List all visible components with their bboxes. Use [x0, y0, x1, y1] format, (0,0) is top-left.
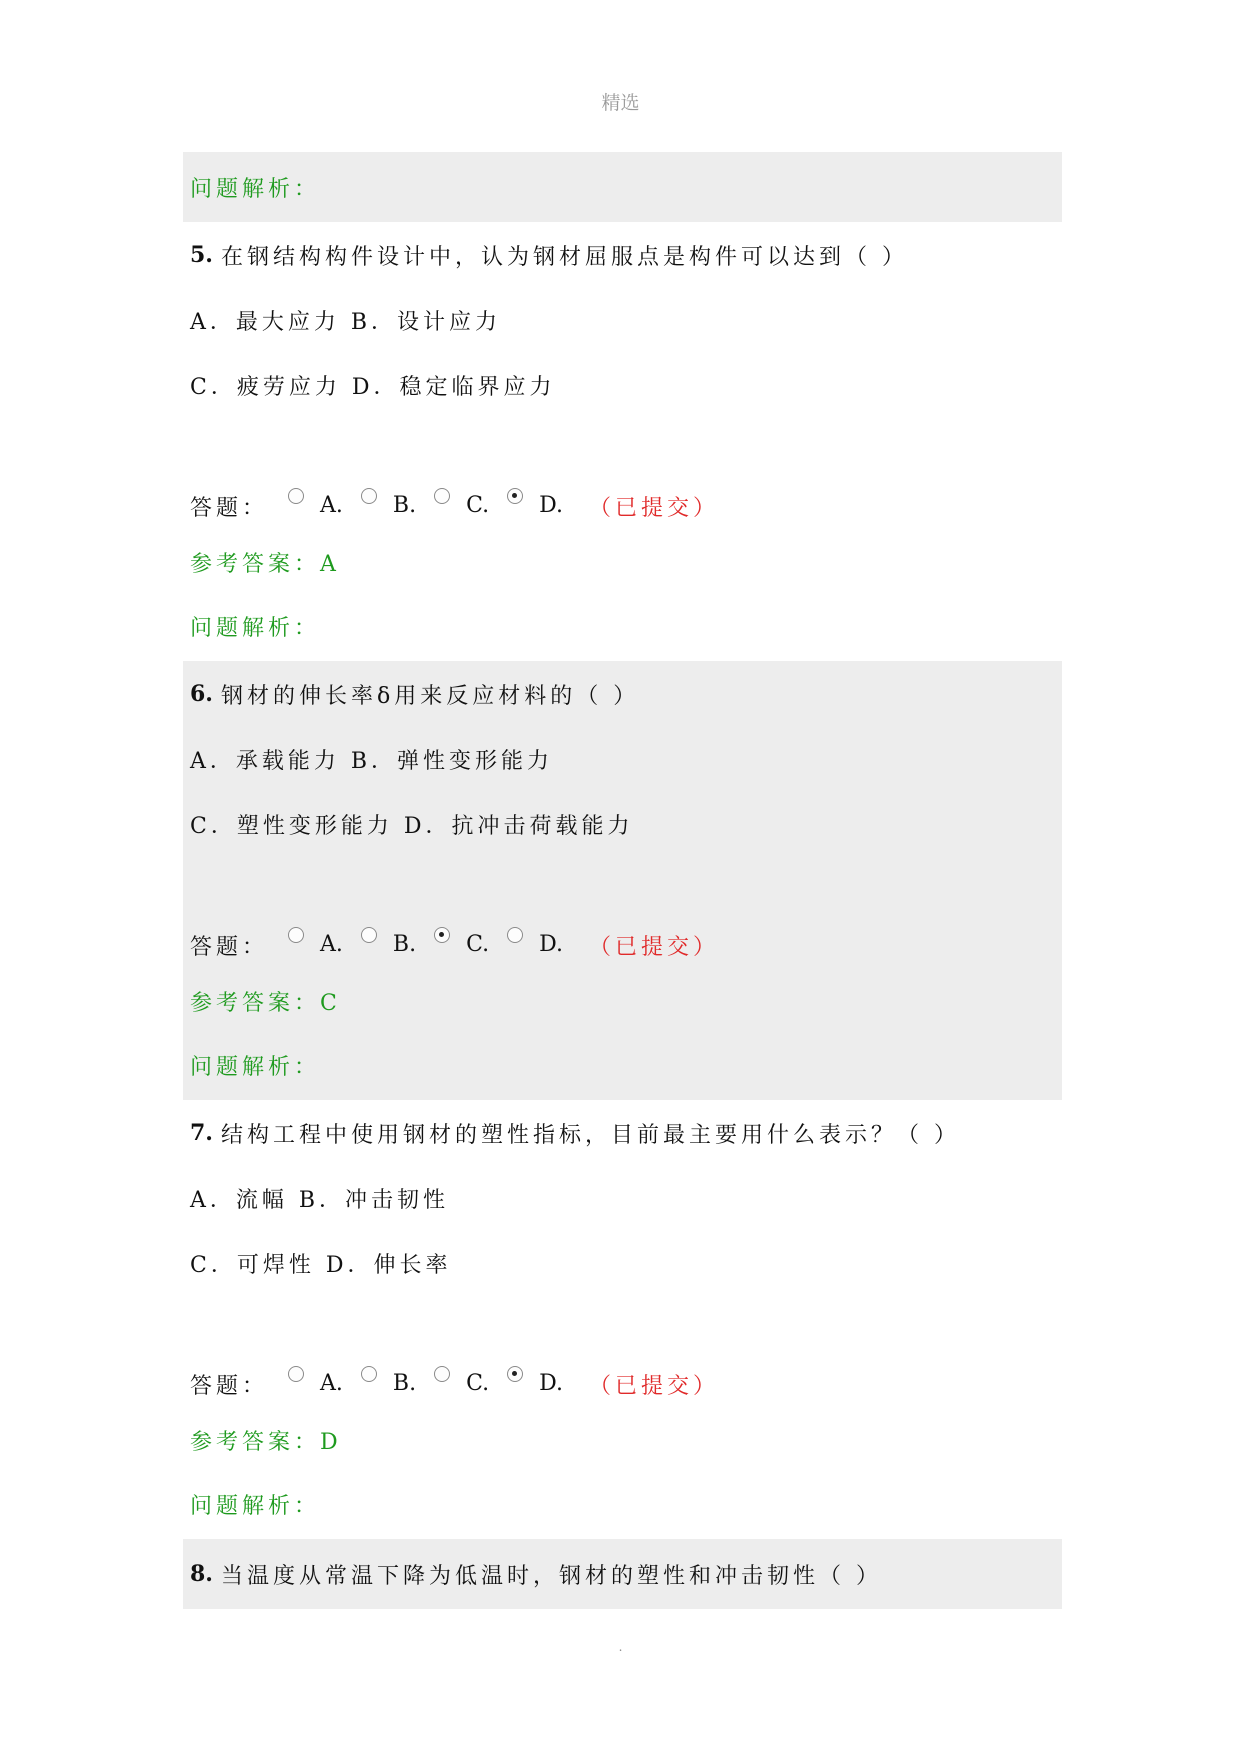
analysis-label: 问题解析：: [190, 1494, 321, 1519]
radio-a[interactable]: [288, 927, 304, 943]
radio-d-selected[interactable]: [507, 488, 523, 504]
options-line-2: C．可焊性 D．伸长率: [190, 1252, 452, 1278]
question-text: 钢材的伸长率δ用来反应材料的（ ）: [220, 683, 640, 709]
question-stem: [183, 1100, 1062, 1166]
choice-d[interactable]: D.: [507, 488, 563, 522]
radio-a[interactable]: [288, 1366, 304, 1382]
choice-c[interactable]: C.: [434, 1366, 489, 1400]
answer-label: 答题：: [190, 496, 269, 521]
options-line-1: A．最大应力 B．设计应力: [190, 309, 502, 335]
radio-c[interactable]: [434, 488, 450, 504]
analysis-label: 问题解析：: [190, 616, 321, 641]
radio-d[interactable]: [507, 927, 523, 943]
radio-b[interactable]: [361, 1366, 377, 1382]
radio-b[interactable]: [361, 927, 377, 943]
radio-a[interactable]: [288, 488, 304, 504]
submitted-status: （已提交）: [588, 496, 719, 521]
reference-answer: 参考答案：A: [190, 551, 340, 577]
submitted-status: （已提交）: [588, 1374, 719, 1399]
radio-b[interactable]: [361, 488, 377, 504]
radio-c-selected[interactable]: [434, 927, 450, 943]
page-header: 精选: [601, 92, 640, 114]
reference-answer: 参考答案：D: [190, 1429, 342, 1455]
answer-row: [183, 418, 1062, 532]
page-footer: .: [618, 1640, 623, 1654]
options-line-1: A．流幅 B．冲击韧性: [190, 1187, 450, 1213]
question-text: 当温度从常温下降为低温时，钢材的塑性和冲击韧性（ ）: [220, 1563, 882, 1589]
choice-d[interactable]: D.: [507, 1366, 563, 1400]
options-line-2: C．塑性变形能力 D．抗冲击荷载能力: [190, 813, 634, 839]
question-block-6: [183, 661, 1062, 1100]
answer-label: 答题：: [190, 935, 269, 960]
question-block-8: [183, 1539, 1062, 1609]
question-block-5: [183, 222, 1062, 661]
analysis-label: 问题解析：: [190, 1055, 321, 1080]
question-block-7: [183, 1100, 1062, 1539]
options-line-1: A．承载能力 B．弹性变形能力: [190, 748, 554, 774]
choice-a[interactable]: A.: [288, 927, 343, 961]
question-text: 在钢结构构件设计中，认为钢材屈服点是构件可以达到（ ）: [220, 244, 908, 270]
answer-row: [183, 857, 1062, 971]
options-line-2: C．疲劳应力 D．稳定临界应力: [190, 374, 556, 400]
choice-c[interactable]: C.: [434, 488, 489, 522]
answer-label: 答题：: [190, 1374, 269, 1399]
question-stem: [183, 1539, 1062, 1609]
answer-row: [183, 1296, 1062, 1410]
choice-a[interactable]: A.: [288, 1366, 343, 1400]
submitted-status: （已提交）: [588, 935, 719, 960]
choice-b[interactable]: B.: [361, 927, 416, 961]
question-number: 5.: [190, 242, 213, 268]
choice-a[interactable]: A.: [288, 488, 343, 522]
question-number: 6.: [190, 681, 213, 707]
quiz-sheet: [183, 152, 1062, 1609]
reference-answer: 参考答案：C: [190, 990, 341, 1016]
choice-b[interactable]: B.: [361, 488, 416, 522]
question-number: 8.: [190, 1561, 213, 1587]
question-text: 结构工程中使用钢材的塑性指标，目前最主要用什么表示？（ ）: [220, 1122, 960, 1148]
question-stem: [183, 661, 1062, 727]
choice-b[interactable]: B.: [361, 1366, 416, 1400]
choice-d[interactable]: D.: [507, 927, 563, 961]
analysis-label: 问题解析：: [183, 152, 1062, 222]
radio-d-selected[interactable]: [507, 1366, 523, 1382]
question-number: 7.: [190, 1120, 213, 1146]
radio-c[interactable]: [434, 1366, 450, 1382]
choice-c[interactable]: C.: [434, 927, 489, 961]
question-stem: [183, 222, 1062, 288]
